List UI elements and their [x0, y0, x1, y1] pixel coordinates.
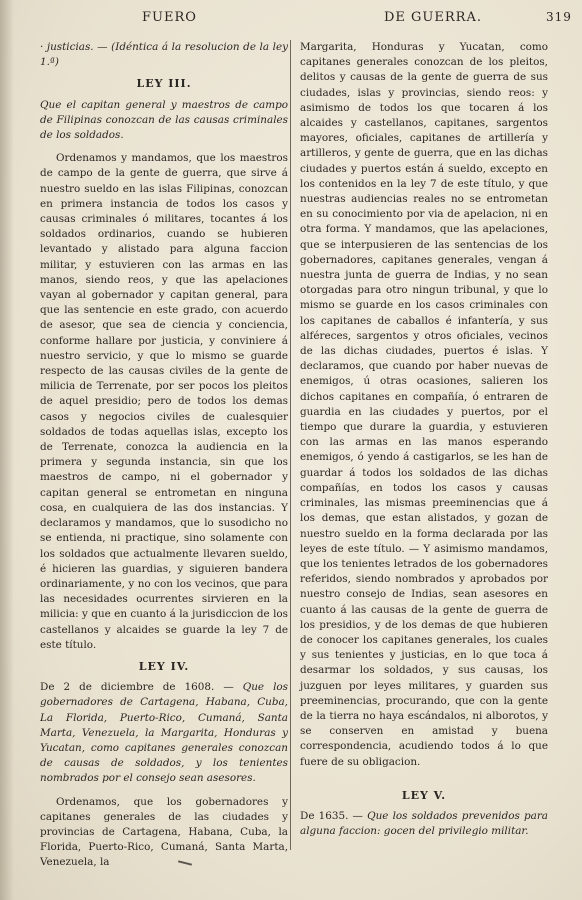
- law-3-summary: Que el capitan general y maestros de campo de Filipinas conozcan de las causas criminales de los soldados.: [40, 98, 288, 142]
- running-header: [0, 10, 582, 30]
- right-column: [300, 40, 548, 847]
- law-4-summary: Que los gobernadores de Cartagena, Habana, Cuba, La Florida, Puerto-Rico, Cumaná, Santa Marta, Venezuela, la Margarita, Honduras y Yucatan, como capitanes generales conozcan de causas de soldados, y los tenientes nombrados por el consejo sean asesores.: [40, 681, 288, 785]
- law-5-date: De 1635. —: [300, 809, 363, 822]
- law-4-summary-block: [40, 680, 288, 786]
- law-4-date: De 2 de diciembre de 1608. —: [40, 681, 234, 694]
- page-number: 319: [546, 10, 572, 24]
- law-5-title: LEY V.: [401, 788, 447, 802]
- law-5-summary-block: [300, 809, 548, 839]
- header-left: FUERO: [142, 10, 197, 25]
- law-4-text-continued: Margarita, Honduras y Yucatan, como capitanes generales conozcan de los pleitos, delitos y causas de la gente de guerra de sus ciudades, islas y provincias, siendo reos: y asimismo de todos los que tocaren á los alcaides y castellanos, capitanes, sargentos mayores, oficiales, capitanes de artillería y artilleros, y gente de guerra, que en las dichas ciudades y puertos están á sueldo, excepto en los contenidos en la ley 7 de este título, y que nuestras audiencias reales no se entrometan en su conocimiento por via de apelacion, ni en otra forma. Y mandamos, que las apelaciones, que se interpusieren de las sentencias de los gobernadores, capitanes generales, vengan á nuestra junta de guerra de Indias, y no sean otorgadas para otro ningun tribunal, y que lo mismo se guarde en los casos criminales con los capitanes de caballos é infantería, y sus alféreces, sargentos y otros oficiales, vecinos de las dichas ciudades, puertos é islas. Y declaramos, que cuando por haber nuevas de enemigos, ú otras ocasiones, salieren los dichos capitanes en compañía, ó entraren de guardia en las ciudades y puertos, por el tiempo que durare la guardia, y estuvieren con las armas en las manos esperando enemigos, ó yendo á castigarlos, se les han de guardar á todos los soldados de las dichas compañías, en todos los casos y causas criminales, las mismas preeminencias que á los demas, que estan alistados, y gozan de nuestro sueldo en la forma declarada por las leyes de este título. — Y asimismo mandamos, que los tenientes letrados de los gobernadores referidos, siendo nombrados y aprobados por nuestro consejo de Indias, sean asesores en cuanto á las causas de la gente de guerra de los presidios, y de los demas de que hubieren de conocer los capitanes generales, los cuales y sus tenientes y justicias, en lo que toca á desarmar los soldados, y sus causas, los juzguen por leyes militares, y guarden sus preeminencias, procurando, que con la gente de la tierra no haya escándalos, ni alborotos, y se conserven en amistad y buena correspondencia, acudiendo todos á lo que fuere de su obligacion.: [300, 41, 548, 768]
- left-column: [40, 40, 288, 871]
- intro-text: · justicias. — (Idéntica á la resolucion de la ley 1.ª): [40, 41, 288, 69]
- law-3-text: Ordenamos y mandamos, que los maestros de campo de la gente de guerra, que sirve á nuestro sueldo en las islas Filipinas, conozcan en primera instancia de todos los casos y causas criminales ó militares, tocantes á los soldados ordinarios, cuando se hubieren levantado y alistado para alguna faccion militar, y estuvieren con las armas en las manos, siendo reos, y que las apelaciones vayan al gobernador y capitan general, para que las sentencie en este grado, con acuerdo de asesor, que sea de ciencia y conciencia, conforme hallare por justicia, y conviniere á nuestro servicio, y que lo mismo se guarde respecto de las causas civiles de la gente de milicia de Terrenate, por ser pocos los pleitos de aquel presidio; pero de todos los demas casos y negocios civiles de cualesquier soldados de todas aquellas islas, excepto los de Terrenate, conozca la audiencia en la primera y segunda instancia, sin que los maestros de campo, ni el gobernador y capitan general se entrometan en ninguna cosa, en cualquiera de las dos instancias. Y declaramos y mandamos, que lo susodicho no se entienda, ni practique, sino solamente con los soldados que actualmente llevaren sueldo, é hicieren las guardias, y siguieren bandera ordinariamente, y no con los vecinos, que para las necesidades ocurrentes sirvieren en la milicia: y que en cuanto á la jurisdiccion de los castellanos y alcaides se guarde la ley 7 de este título.: [40, 152, 288, 651]
- law-3-title: LEY III.: [136, 77, 192, 91]
- spine-shadow: [0, 0, 14, 900]
- law-5-summary: Que los soldados prevenidos para alguna faccion: gocen del privilegio militar.: [300, 809, 548, 838]
- law-4-title: LEY IV.: [138, 659, 190, 673]
- column-divider: [290, 40, 291, 850]
- law-4-text-start: Ordenamos, que los gobernadores y capitanes generales de las ciudades y provincias de Cartagena, Habana, Cuba, la Florida, Puerto-Rico, Cumaná, Santa Marta, Venezuela, la: [40, 795, 288, 869]
- header-center: DE GUERRA.: [384, 10, 482, 25]
